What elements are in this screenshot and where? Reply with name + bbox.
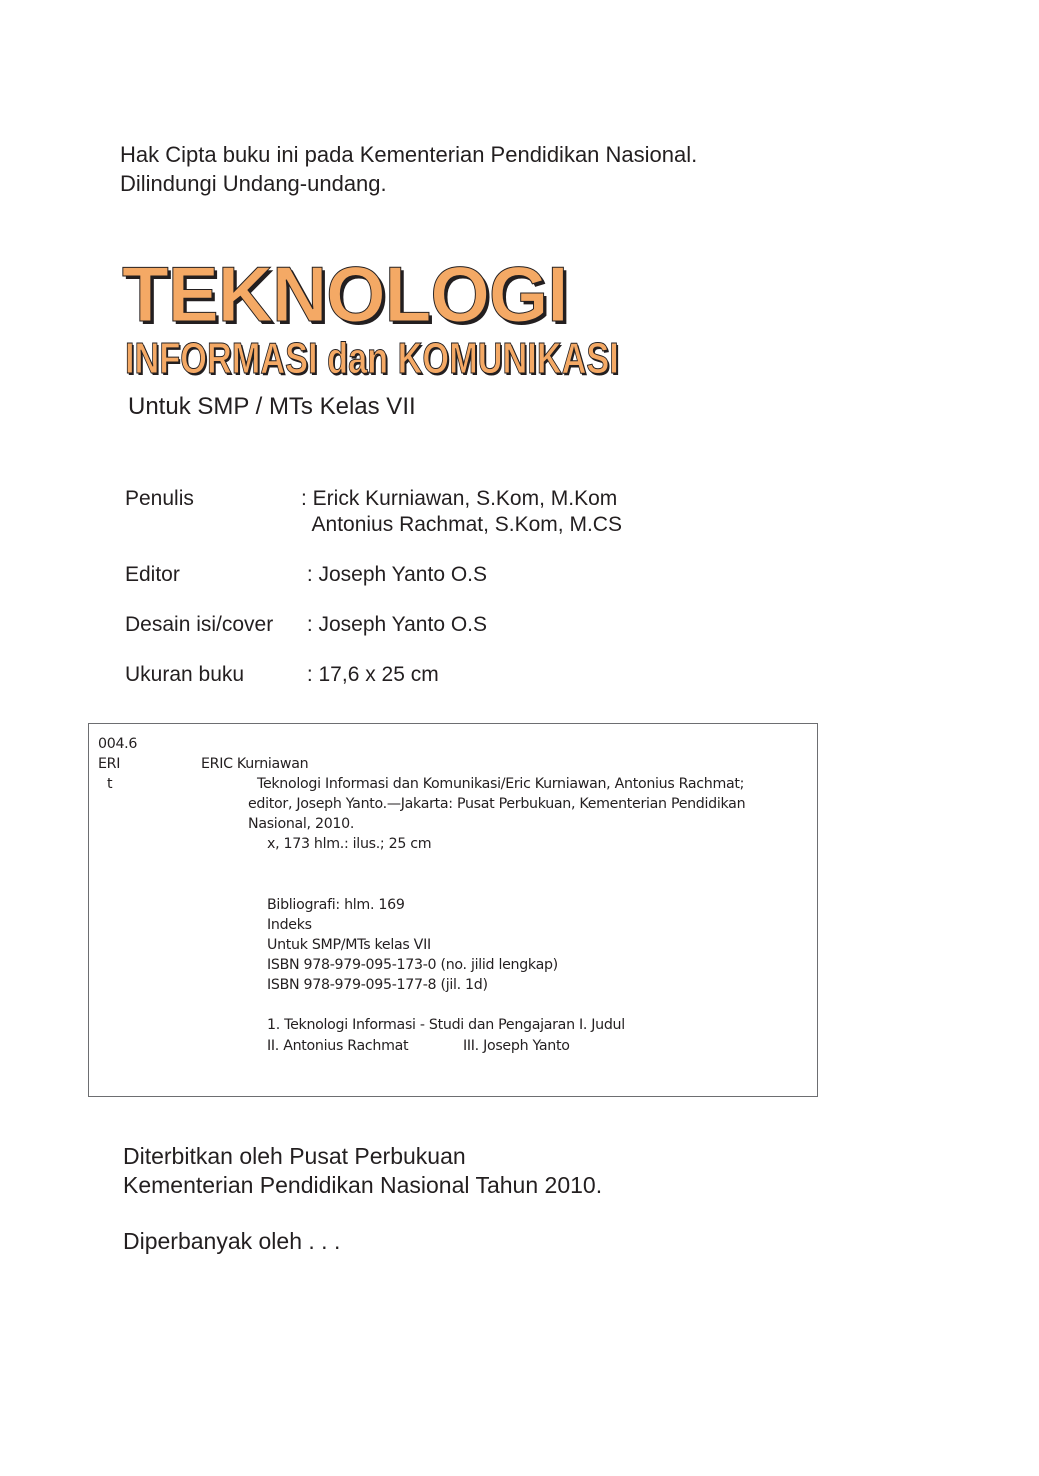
publisher-line-1: Diterbitkan oleh Pusat Perbukuan [123,1143,466,1169]
catalog-title-code: t [107,776,113,792]
credit-row-editor [125,562,622,588]
credit-row-design [125,612,622,638]
catalog-main-entry: ERIC Kurniawan [201,756,309,772]
publisher-line-2: Kementerian Pendidikan Nasional Tahun 2010. [123,1172,603,1198]
catalog-isbn: ISBN 978-979-095-177-8 (jil. 1d) [267,977,488,993]
copyright-line-1: Hak Cipta buku ini pada Kementerian Pendidikan Nasional. [120,142,698,167]
credit-value-second-author: Antonius Rachmat, S.Kom, M.CS [301,513,622,536]
credit-value: : Erick Kurniawan, S.Kom, M.Kom [301,487,618,510]
credit-label: Ukuran buku [125,663,245,686]
book-title-main: TEKNOLOGI [122,250,568,338]
reproduced-by: Diperbanyak oleh . . . [123,1228,341,1254]
catalog-subject: III. Joseph Yanto [463,1038,570,1054]
catalog-subject: 1. Teknologi Informasi - Studi dan Pengajaran I. Judul [267,1017,625,1033]
book-grade-level: Untuk SMP / MTs Kelas VII [128,393,416,420]
credit-label: Editor [125,563,180,586]
catalog-author-code: ERI [98,756,121,772]
catalog-subject: II. Antonius Rachmat [267,1038,409,1054]
catalog-description-line: Teknologi Informasi dan Komunikasi/Eric Kurniawan, Antonius Rachmat; [257,776,745,792]
credit-row-author [125,486,622,538]
copyright-notice [120,140,697,198]
credit-label: Penulis [125,487,194,510]
catalog-class-number: 004.6 [98,736,138,752]
publisher-info [123,1142,602,1200]
catalog-isbn: ISBN 978-979-095-173-0 (no. jilid lengkap) [267,957,558,973]
catalog-description-line: editor, Joseph Yanto.—Jakarta: Pusat Perbukuan, Kementerian Pendidikan [248,796,746,812]
catalog-physical-description: x, 173 hlm.: ilus.; 25 cm [267,836,432,852]
catalog-note: Indeks [267,917,312,933]
catalog-in-publication-box [88,723,818,1097]
catalog-note: Untuk SMP/MTs kelas VII [267,937,431,953]
credit-value: : Joseph Yanto O.S [301,563,488,586]
credit-value: : 17,6 x 25 cm [301,663,439,686]
credit-value: : Joseph Yanto O.S [301,613,488,636]
catalog-note: Bibliografi: hlm. 169 [267,897,405,913]
credits-section [125,486,622,712]
credit-row-size [125,662,622,688]
book-title-sub: INFORMASI dan KOMUNIKASI [125,334,619,383]
credit-label: Desain isi/cover [125,613,274,636]
catalog-description-line: Nasional, 2010. [248,816,355,832]
copyright-line-2: Dilindungi Undang-undang. [120,171,387,196]
